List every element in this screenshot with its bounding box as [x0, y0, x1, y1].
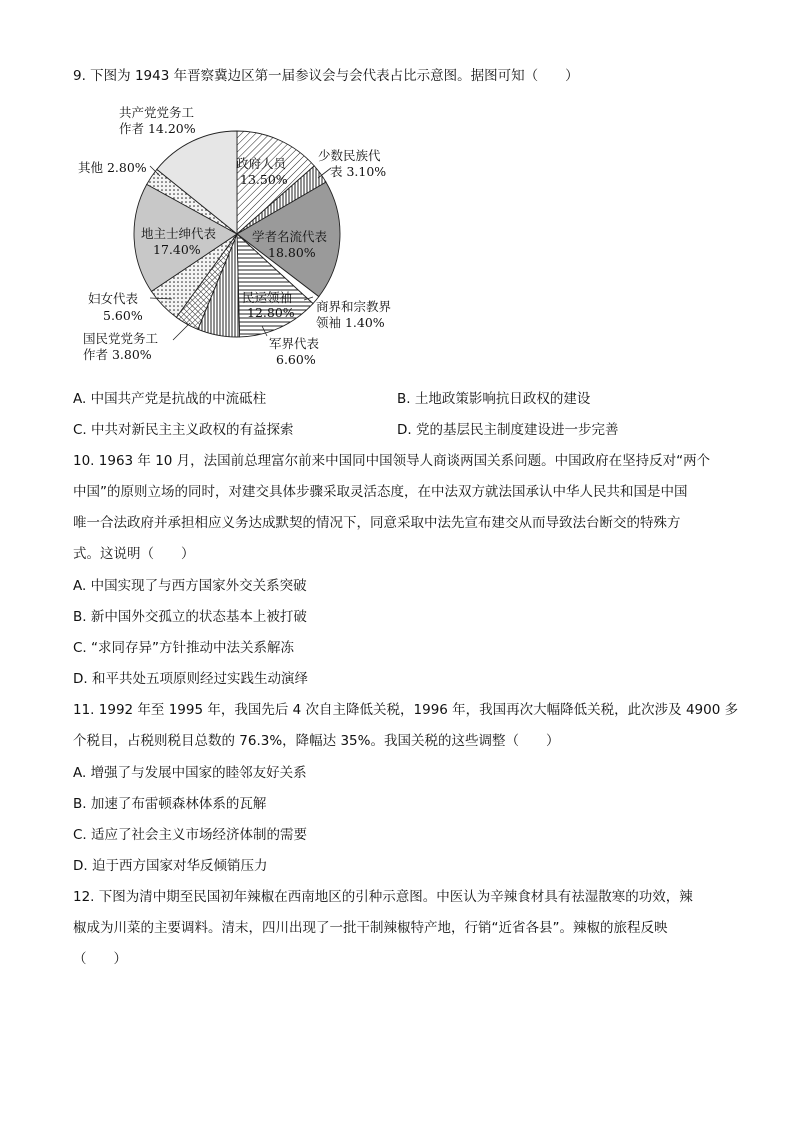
label-mil-2: 6.60%	[276, 352, 316, 367]
label-ccp-2: 作者 14.20%	[119, 121, 196, 136]
label-mil-1: 军界代表	[269, 336, 320, 351]
q9-option-b[interactable]: B. 土地政策影响抗日政权的建设	[397, 391, 591, 407]
label-wom-1: 妇女代表	[88, 291, 139, 306]
label-sch-2: 18.80%	[268, 245, 316, 260]
label-kmt-2: 作者 3.80%	[83, 347, 152, 362]
label-oth-1: 其他 2.80%	[78, 160, 147, 175]
label-lan-2: 17.40%	[153, 242, 201, 257]
q11-text-line-1: 11. 1992 年至 1995 年，我国先后 4 次自主降低关税，1996 年，我国再次大幅降低关税，此次涉及 4900 多	[73, 702, 739, 718]
q10-option-c[interactable]: C. “求同存异”方针推动中法关系解冻	[73, 640, 294, 656]
q12-text-line-1: 12. 下图为清中期至民国初年辣椒在西南地区的引种示意图。中医认为辛辣食材具有祛湿散寒的功效，辣	[73, 889, 693, 905]
label-bus-1: 商界和宗教界	[316, 299, 392, 314]
label-min-1: 少数民族代	[318, 148, 381, 163]
label-kmt-1: 国民党党务工	[83, 331, 159, 346]
q11-option-d[interactable]: D. 迫于西方国家对华反倾销压力	[73, 858, 268, 874]
q12-text-line-2: 椒成为川菜的主要调料。清末，四川出现了一批干制辣椒特产地，行销“近省各县”。辣椒的旅程反映	[73, 920, 668, 936]
label-lan-1: 地主士绅代表	[141, 226, 217, 241]
label-ccp-1: 共产党党务工	[119, 105, 195, 120]
q10-option-b[interactable]: B. 新中国外交孤立的状态基本上被打破	[73, 609, 307, 625]
label-sch-1: 学者名流代表	[252, 229, 328, 244]
q10-text-line-4: 式。这说明（ ）	[73, 546, 195, 562]
q9-pie-chart	[70, 98, 430, 378]
label-wom-2: 5.60%	[103, 308, 143, 323]
q11-text-line-2: 个税目，占税则税目总数的 76.3%，降幅达 35%。我国关税的这些调整（ ）	[73, 733, 560, 749]
label-mov-1: 民运领袖	[242, 290, 293, 305]
q10-text-line-3: 唯一合法政府并承担相应义务达成默契的情况下，同意采取中法先宣布建交从而导致法台断交的特殊方	[73, 515, 681, 531]
q9-option-c[interactable]: C. 中共对新民主主义政权的有益探索	[73, 422, 294, 438]
label-gov-1: 政府人员	[236, 156, 287, 171]
question-9-stem: 9. 下图为 1943 年晋察冀边区第一届参议会与会代表占比示意图。据图可知（ ）	[73, 68, 579, 84]
q11-option-b[interactable]: B. 加速了布雷顿森林体系的瓦解	[73, 796, 267, 812]
q10-option-a[interactable]: A. 中国实现了与西方国家外交关系突破	[73, 578, 307, 594]
q10-text-line-2: 中国”的原则立场的同时，对建交具体步骤采取灵活态度，在中法双方就法国承认中华人民共和国是中国	[73, 484, 688, 500]
q12-text-line-3: （ ）	[73, 951, 127, 967]
q11-option-c[interactable]: C. 适应了社会主义市场经济体制的需要	[73, 827, 308, 843]
label-min-2: 表 3.10%	[330, 164, 387, 179]
q9-option-a[interactable]: A. 中国共产党是抗战的中流砥柱	[73, 391, 267, 407]
q9-option-d[interactable]: D. 党的基层民主制度建设进一步完善	[397, 422, 619, 438]
label-mov-2: 12.80%	[247, 305, 295, 320]
label-bus-2: 领袖 1.40%	[316, 315, 385, 330]
q10-option-d[interactable]: D. 和平共处五项原则经过实践生动演绎	[73, 671, 308, 687]
label-gov-2: 13.50%	[240, 172, 288, 187]
q11-option-a[interactable]: A. 增强了与发展中国家的睦邻友好关系	[73, 765, 307, 781]
q10-text-line-1: 10. 1963 年 10 月，法国前总理富尔前来中国同中国领导人商谈两国关系问题。中国政府在坚持反对“两个	[73, 453, 711, 469]
